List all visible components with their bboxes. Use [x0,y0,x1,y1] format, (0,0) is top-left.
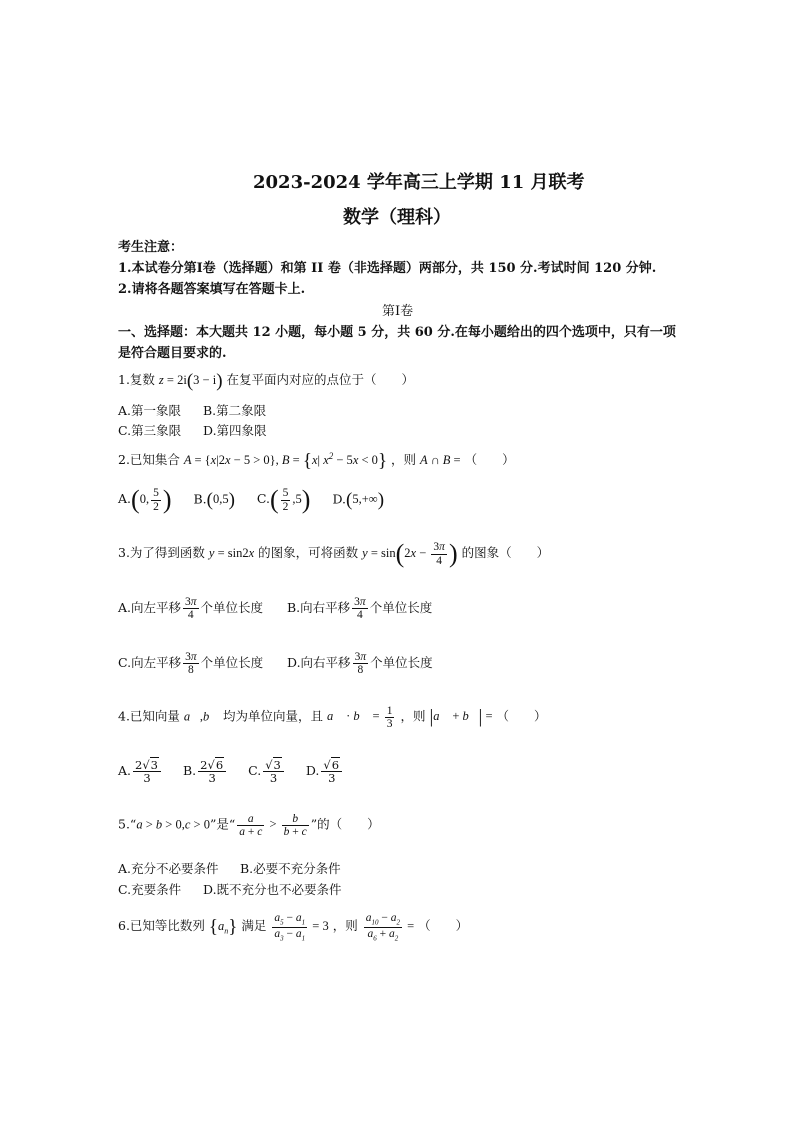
exam-title: 2023-2024 学年高三上学期 11 月联考 [253,172,585,193]
q6-prefix: 6.已知等比数列 [118,918,205,934]
q4-blank: （ ） [496,708,547,724]
q2-blank: （ ） [464,452,515,467]
notes-item-1: 1.本试卷分第Ⅰ卷（选择题）和第 II 卷（非选择题）两部分，共 150 分.考试时间 120 分钟. [118,261,657,276]
q5-mid: ”是“ [209,816,236,832]
q4-option-a: A. $\frac{2√3}{3}$ [118,759,163,784]
question-5 [118,813,380,838]
q4-options [118,759,344,784]
q2-option-b: B.(0,5) [193,489,235,511]
section-instructions-line2: 是符合题目要求的. [118,346,227,361]
q4-option-b: B. $\frac{2√6}{3}$ [183,759,228,784]
q6-blank: （ ） [418,918,469,934]
q1-formula: z = 2i(3 − i) [158,370,223,392]
q4-option-d: D. $\frac{√6}{3}$ [306,759,344,784]
q1-option-b: B.第二象限 [203,403,267,418]
q4-vectors: a⃗,b⃗ [183,709,220,724]
q5-option-a: A.充分不必要条件 [118,861,219,876]
q3-prefix: 3.为了得到函数 [118,544,205,560]
q5-condition: a > b > 0,c > 0 [136,817,210,832]
q1-prefix: 1.复数 [118,372,155,387]
q1-suffix: 在复平面内对应的点位于（ ） [226,372,415,387]
q3-option-d: D.向右平移 $\frac{3\pi}{8}$ 个单位长度 [287,651,433,677]
q1-option-d: D.第四象限 [203,423,267,438]
q4-mid1: 均为单位向量，且 [223,708,324,724]
q2-set-a: A = {x|2x − 5 > 0}, B = {x| $x^2 - 5x < 0$} [183,450,388,472]
q6-mid: 满足 [241,918,267,934]
q3-mid: 的图象，可将函数 [258,544,359,560]
q5-suffix: ”的（ ） [310,816,380,832]
question-1 [118,370,414,391]
q2-options [118,487,384,513]
q3-option-a: A.向左平移 $\frac{3\pi}{4}$ 个单位长度 [118,596,264,622]
q2-prefix: 2.已知集合 [118,452,180,467]
q4-dot-product: a⃗ · b⃗ = $\frac{1}{3}$ [327,705,393,731]
q6-expression: $\frac{a_{10} - a_2}{a_6 + a_2}$ = [365,912,415,942]
q4-option-c: C. $\frac{√3}{3}$ [248,759,286,784]
q4-mid2: ，则 [400,708,426,724]
q5-option-b: B.必要不充分条件 [240,861,341,876]
q3-target-function: y = sin2x [208,545,255,560]
q3-source-function: y = sin(2x − $\frac{3\pi}{4}$ ) [362,539,458,568]
q2-option-c: C.( $\frac{5}{2}$ ,5) [256,485,311,514]
q2-option-a: A.(0, $\frac{5}{2}$ ) [118,485,172,514]
q5-prefix: 5.“ [118,816,137,832]
q2-suffix: ，则 [391,452,417,467]
q1-option-c: C.第三象限 [118,423,182,438]
q5-option-d: D.既不充分也不必要条件 [203,882,342,897]
q1-option-a: A.第一象限 [118,403,182,418]
q6-mid2: ，则 [332,918,358,934]
q5-inequality: $\frac{a}{a + c}$ > $\frac{b}{b + c}$ [239,813,307,839]
q6-sequence: $\{a_n\}$ [208,916,238,938]
volume-heading: 第Ⅰ卷 [382,304,414,319]
q2-option-d: D.(5,+∞) [332,489,385,511]
q2-intersection: A ∩ B = [420,453,461,467]
notes-heading: 考生注意： [118,240,184,255]
question-2 [118,450,515,471]
q3-option-c: C.向左平移 $\frac{3\pi}{8}$ 个单位长度 [118,651,264,677]
q3-option-b: B.向右平移 $\frac{3\pi}{4}$ 个单位长度 [287,596,433,622]
section-instructions-line1: 一、选择题：本大题共 12 小题，每小题 5 分，共 60 分.在每小题给出的四个选项中，只有一项 [118,325,676,340]
q6-condition: $\frac{a_5 - a_1}{a_3 - a_1}$ = 3 [274,912,329,942]
exam-subject: 数学（理科） [343,207,451,228]
notes-item-2: 2.请将各题答案填写在答题卡上. [118,282,306,297]
q4-magnitude: |a⃗ + b⃗| = [429,707,493,729]
q3-suffix: 的图象（ ） [461,544,550,560]
question-3 [118,541,549,567]
q4-prefix: 4.已知向量 [118,708,180,724]
question-6 [118,912,468,942]
q5-option-c: C.充要条件 [118,882,182,897]
question-4 [118,705,547,730]
